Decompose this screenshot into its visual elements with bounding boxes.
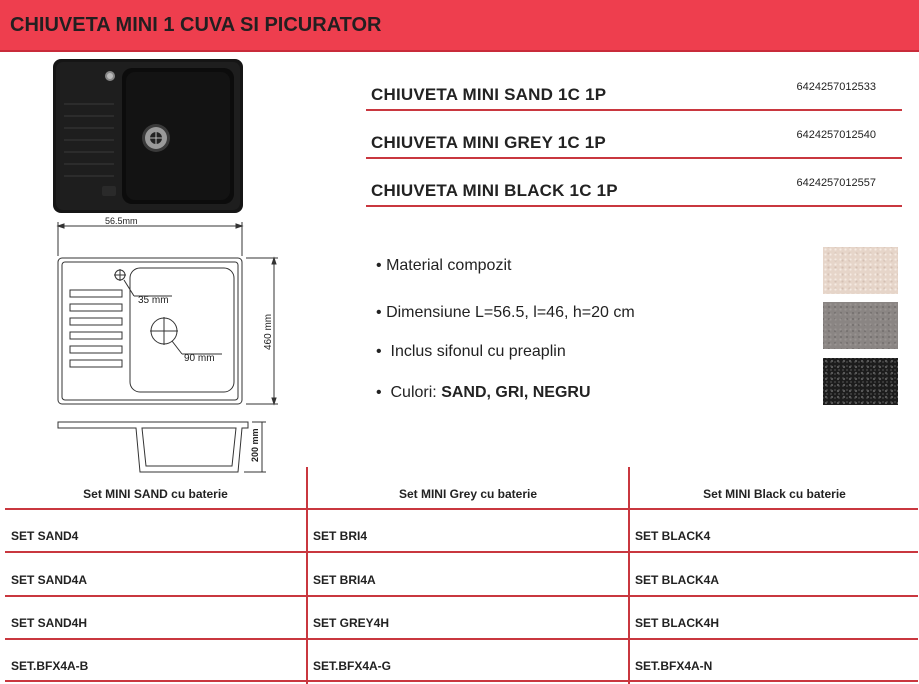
depth-dimension-label: 460 mm bbox=[263, 313, 274, 350]
table-cell: SET BLACK4 bbox=[635, 529, 711, 543]
table-cell: SET SAND4 bbox=[11, 529, 79, 543]
title-bar bbox=[0, 0, 919, 52]
table-cell: SET GREY4H bbox=[313, 616, 390, 630]
swatch-sand bbox=[823, 247, 898, 294]
feature-text: Culori: bbox=[390, 384, 437, 401]
table-cell: SET.BFX4A-B bbox=[11, 659, 89, 673]
table-divider bbox=[5, 595, 918, 597]
feature-text: Dimensiune L=56.5, l=46, h=20 cm bbox=[386, 304, 635, 321]
variant-name: CHIUVETA MINI SAND 1C 1P bbox=[371, 85, 607, 104]
feature-siphon bbox=[376, 343, 566, 361]
technical-drawing bbox=[50, 214, 286, 478]
table-header: Set MINI Black cu baterie bbox=[703, 487, 846, 501]
variant-code: 6424257012533 bbox=[796, 81, 876, 93]
sink-photo bbox=[52, 58, 244, 214]
variant-row-black bbox=[366, 175, 902, 207]
feature-colors bbox=[376, 384, 591, 402]
table-header: Set MINI SAND cu baterie bbox=[83, 487, 228, 501]
colors-value: SAND, GRI, NEGRU bbox=[441, 384, 591, 401]
feature-material bbox=[376, 257, 511, 275]
feature-dimensions bbox=[376, 304, 635, 322]
table-cell: SET SAND4A bbox=[11, 573, 88, 587]
width-dimension-label: 56.5mm bbox=[105, 216, 138, 226]
variant-row-sand bbox=[366, 79, 902, 111]
table-cell: SET BRI4 bbox=[313, 529, 368, 543]
variant-name: CHIUVETA MINI GREY 1C 1P bbox=[371, 133, 606, 152]
height-dimension-label: 200 mm bbox=[250, 428, 260, 462]
table-divider bbox=[5, 638, 918, 640]
table-divider bbox=[5, 680, 918, 682]
bullet-icon: • bbox=[376, 384, 382, 401]
drain-offset-label: 35 mm bbox=[138, 295, 169, 306]
variant-code: 6424257012557 bbox=[796, 177, 876, 189]
table-header: Set MINI Grey cu baterie bbox=[398, 487, 538, 501]
page-title: CHIUVETA MINI 1 CUVA SI PICURATOR bbox=[10, 14, 382, 36]
table-cell: SET.BFX4A-N bbox=[635, 659, 713, 673]
table-divider bbox=[5, 551, 918, 553]
bullet-icon: • bbox=[376, 343, 382, 360]
table-cell: SET BLACK4H bbox=[635, 616, 720, 630]
table-cell: SET.BFX4A-G bbox=[313, 659, 392, 673]
feature-text: Inclus sifonul cu preaplin bbox=[390, 343, 566, 360]
table-divider bbox=[5, 508, 918, 510]
table-cell: SET SAND4H bbox=[11, 616, 88, 630]
feature-text: Material compozit bbox=[386, 257, 512, 274]
bullet-icon: • bbox=[376, 304, 382, 321]
table-cell: SET BRI4A bbox=[313, 573, 376, 587]
variant-code: 6424257012540 bbox=[796, 129, 876, 141]
swatch-grey bbox=[823, 302, 898, 349]
variant-name: CHIUVETA MINI BLACK 1C 1P bbox=[371, 181, 618, 200]
swatch-black bbox=[823, 358, 898, 405]
table-cell: SET BLACK4A bbox=[635, 573, 720, 587]
bullet-icon: • bbox=[376, 257, 382, 274]
variant-row-grey bbox=[366, 127, 902, 159]
drain-diameter-label: 90 mm bbox=[184, 353, 215, 364]
